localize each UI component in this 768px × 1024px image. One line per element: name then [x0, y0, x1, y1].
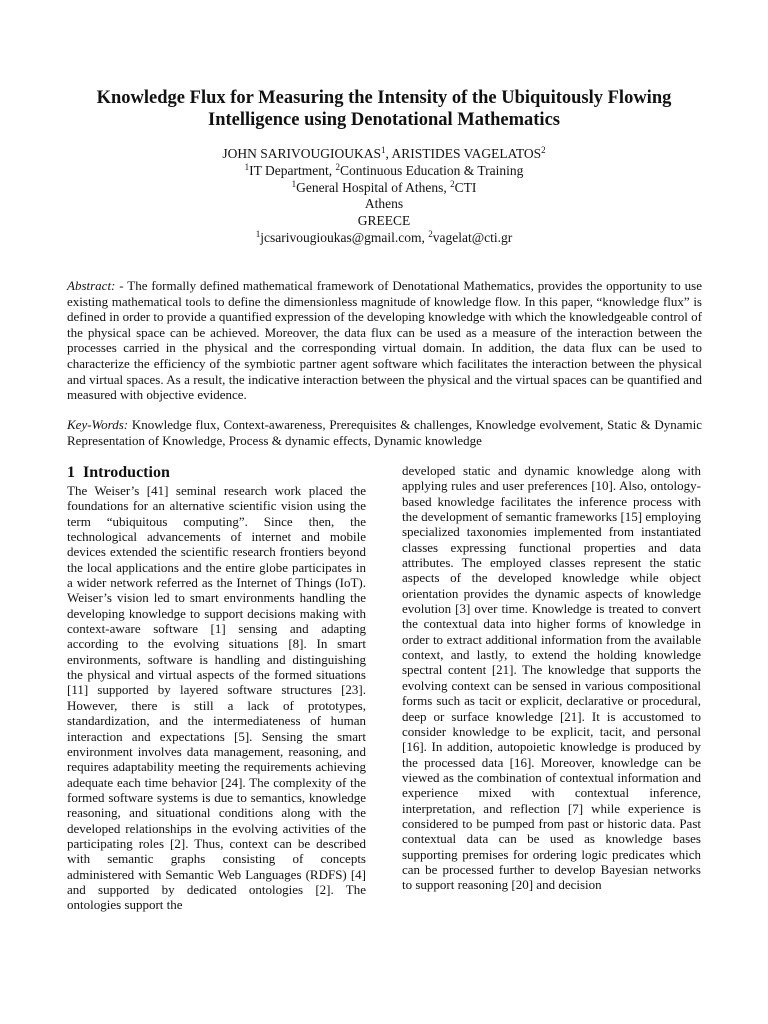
author-departments: $^1$IT Department, $^2$Continuous Education & Training — [244, 161, 524, 178]
keywords-label: Key-Words: — [67, 417, 129, 432]
intro-paragraph-left: The Weiser’s [41] seminal research work placed the foundations for an alternative scientific vision using the term “ubiquitous computing”. Since then, the technological advancements of internet and mobile devices extended the scientific research frontiers beyond the local applications and the entire globe participates in a wider network referred as the Internet of Things (IoT). Weiser’s vision led to smart environments handling the developing knowledge to support decisions making with context-aware software [1] sensing and adapting according to the evolving situations [8]. In smart environments, software is handling and distinguishing the physical and virtual aspects of the formed situations [11] supported by layered software structures [23]. However, there is still a lack of prototypes, standardization, and the intermediateness of human interaction and expectations [5]. Sensing the smart environment involves data management, reasoning, and requires adaptability meeting the requirements achieving adequate each time behavior [24]. The complexity of the formed software systems is due to semantics, knowledge reasoning, and situational conditions along with the developed relationships in the evolving activities of the participating roles [2]. Thus, context can be described with semantic graphs consisting of concepts administered with Semantic Web Languages (RDFS) [4] and supported by dedicated ontologies [2]. The ontologies support the — [67, 483, 366, 913]
abstract — [67, 278, 702, 403]
author-names: JOHN SARIVOUGIOUKAS$^1$, ARISTIDES VAGELATOS$^2$ — [222, 145, 546, 161]
section-number: 1 — [67, 464, 75, 481]
abstract-label: Abstract: - — [67, 278, 124, 293]
author-country: GREECE — [357, 213, 411, 229]
author-block — [60, 146, 708, 247]
author-institutions: $^1$General Hospital of Athens, $^2$CTI — [291, 178, 477, 195]
keywords-text: Knowledge flux, Context-awareness, Prerequisites & challenges, Knowledge evolvement, Static & Dynamic Representation of Knowledge, Process & dynamic effects, Dynamic knowledge — [67, 417, 702, 448]
section-title: Introduction — [83, 464, 170, 481]
abstract-text: The formally defined mathematical framework of Denotational Mathematics, provides the opportunity to use existing mathematical tools to define the dimensionless magnitude of knowledge flow. In this paper, “knowledge flux” is defined in order to provide a quantified expression of the developing knowledge with which the knowledgeable control of the physical space can be achieved. Moreover, the data flux can be used as a measure of the interaction between the processes carried in the physical and the corresponding virtual domain. In addition, the data flux can be used to characterize the efficiency of the symbiotic partner agent software which facilitates the interaction between the physical and virtual spaces. As a result, the indicative interaction between the physical and the virtual spaces can be quantified and measured with objective evidence. — [67, 278, 702, 403]
section-heading — [67, 463, 366, 482]
right-column — [402, 463, 701, 893]
author-emails: $^1$jcsarivougioukas@gmail.com, $^2$vagelat@cti.gr — [255, 228, 513, 245]
left-column — [67, 463, 366, 913]
paper-title: Knowledge Flux for Measuring the Intensity of the Ubiquitously Flowing Intelligence using Denotational Mathematics — [96, 88, 672, 130]
intro-paragraph-right: developed static and dynamic knowledge along with applying rules and user preferences [10]. Also, ontology-based knowledge facilitates the inference process with the development of semantic frameworks [15] employing specialized taxonomies implemented from instantiated classes expressing functional properties and data attributes. The employed classes represent the static aspects of the developed knowledge while object orientation provides the dynamic aspects of knowledge evolution [3] over time. Knowledge is treated to convert the contextual data into higher forms of knowledge in order to extract additional information from the available context, and lastly, to extend the holding knowledge spectral content [21]. The knowledge that supports the evolving context can be sensed in various compositional forms such as tacit or explicit, declarative or procedural, deep or surface knowledge [21]. It is accustomed to consider knowledge to be explicit, tacit, and personal [16]. In addition, autopoietic knowledge is produced by the processed data [16]. Moreover, knowledge can be viewed as the combination of contextual information and experience mixed with contextual inference, interpretation, and reflection [7] while experience is considered to be pumped from past or historic data. Past contextual data can be used as knowledge bases supporting premises for ordering logic predicates which can be processed further to develop Bayesian networks to support reasoning [20] and decision — [402, 463, 701, 893]
author-city: Athens — [364, 196, 404, 212]
keywords — [67, 417, 702, 448]
